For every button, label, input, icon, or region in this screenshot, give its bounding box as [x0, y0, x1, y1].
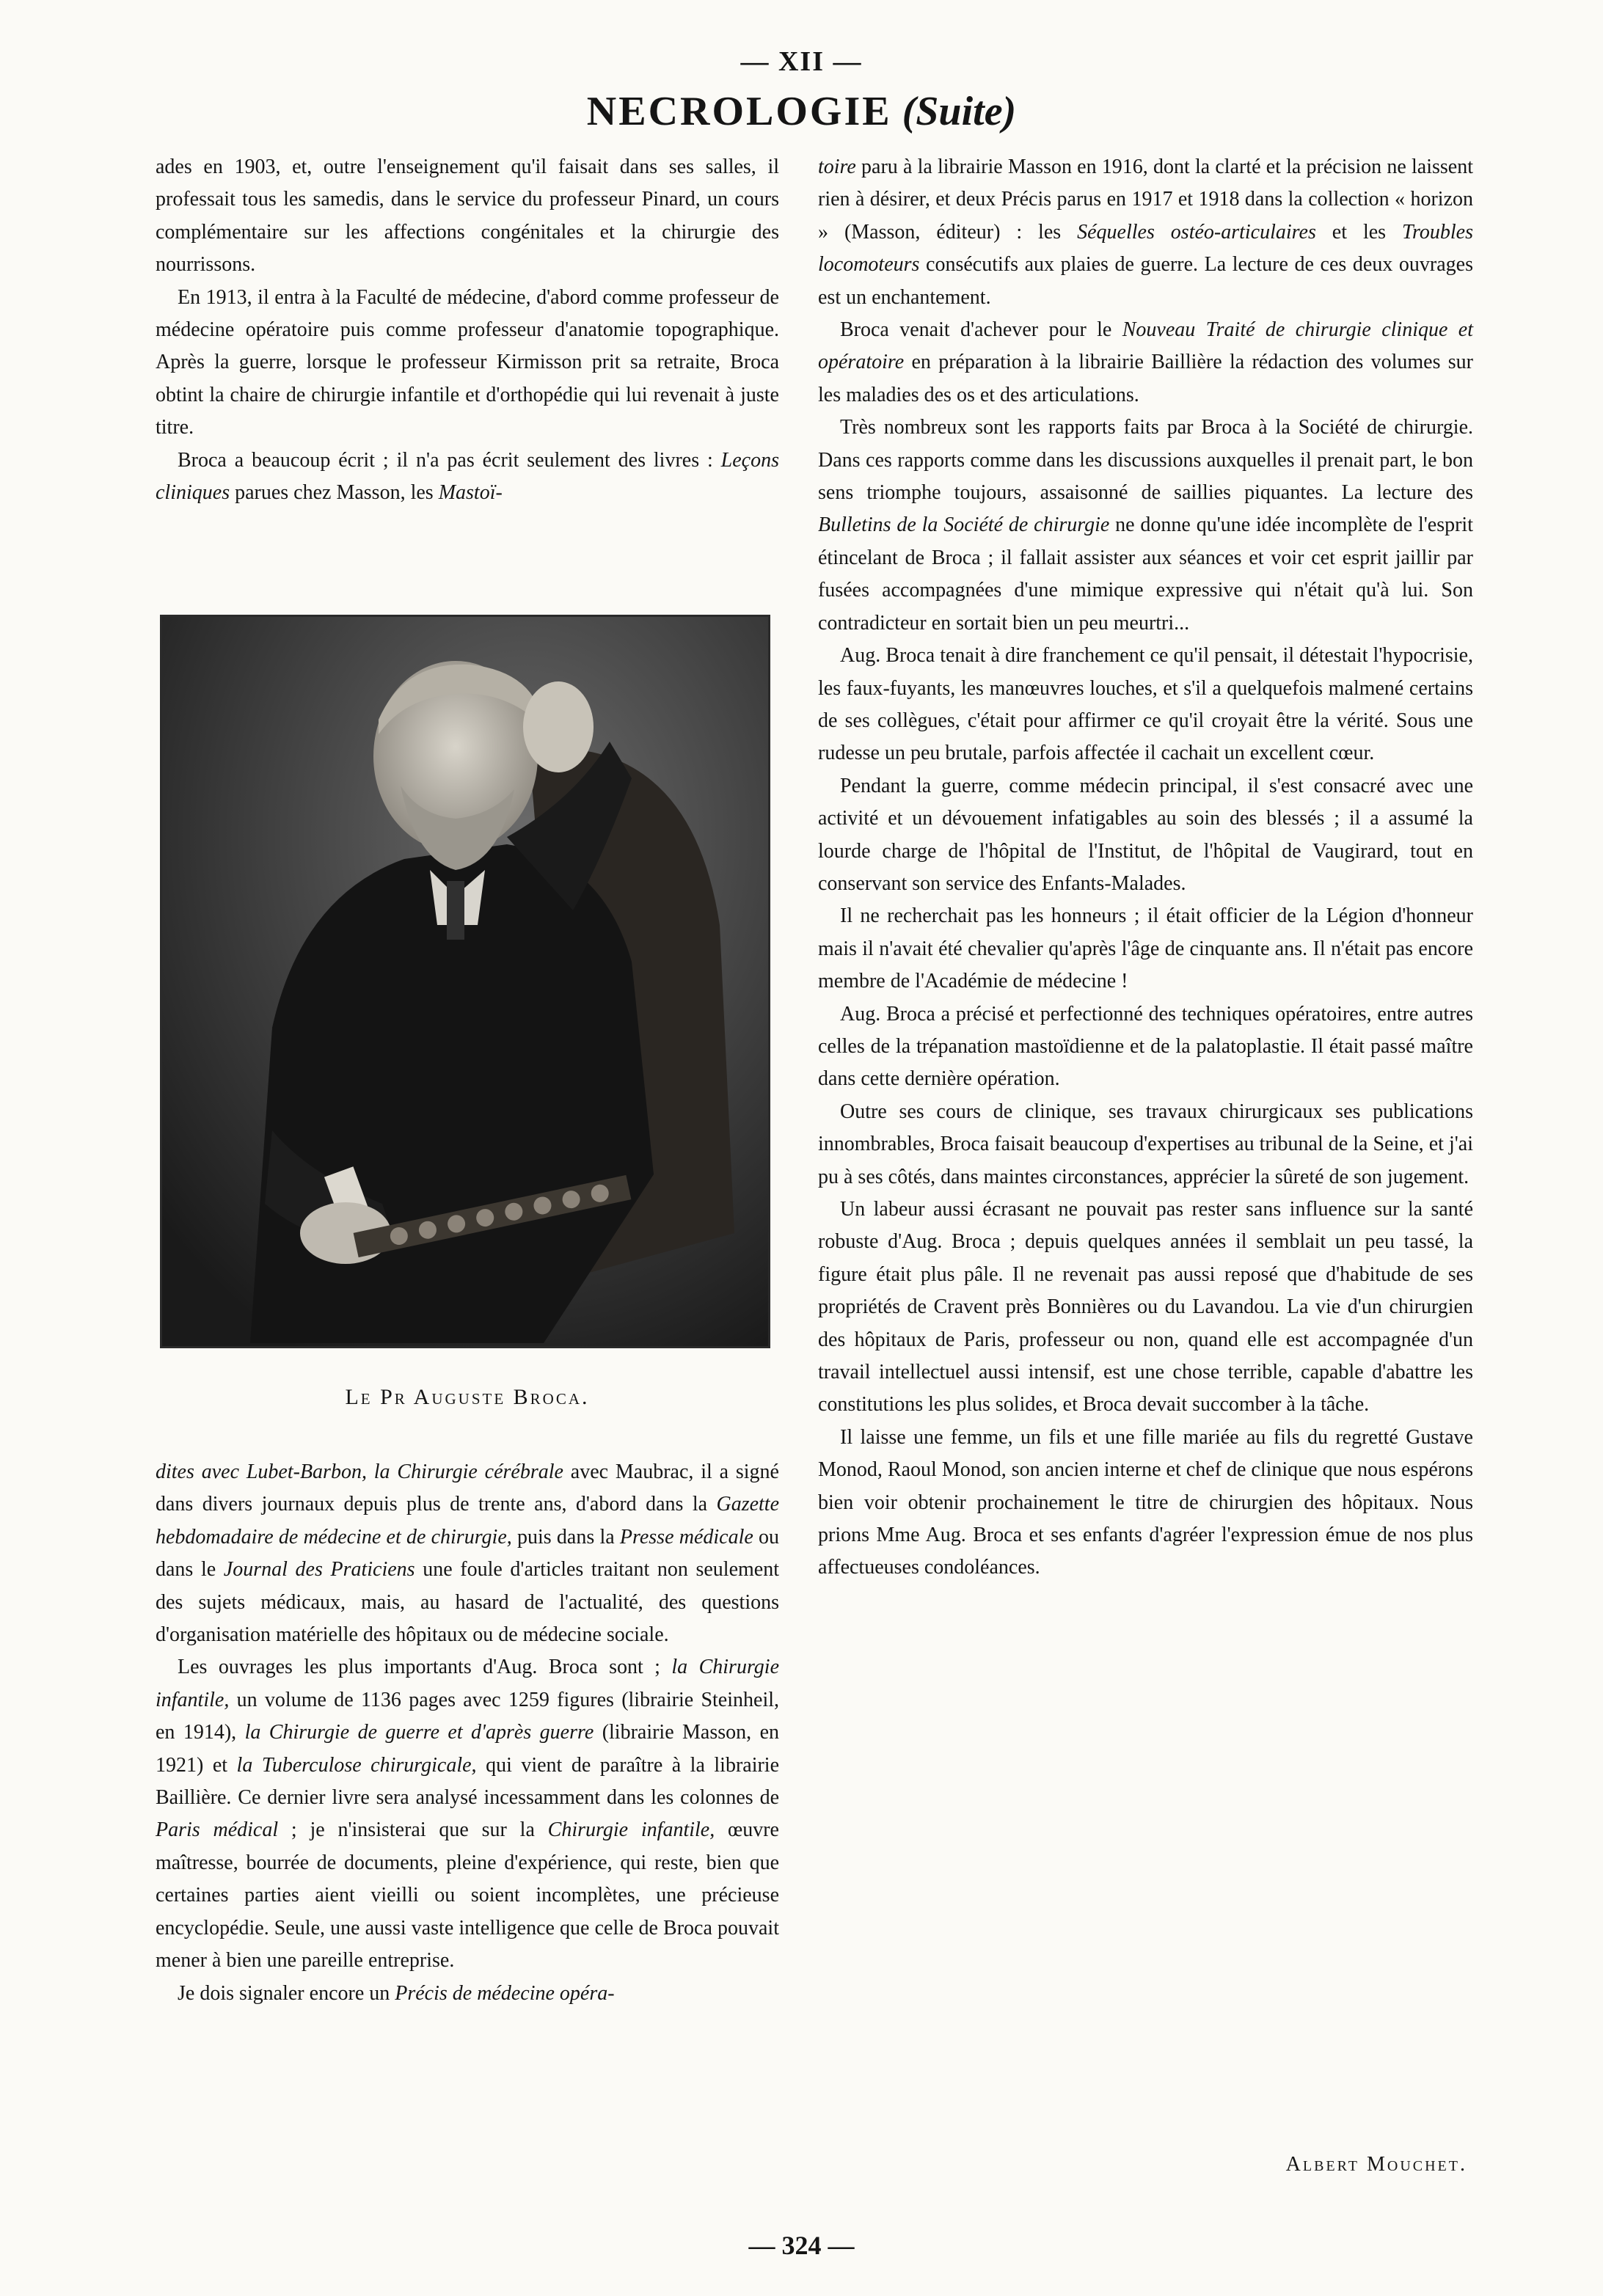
journal-title: Bulletins de la Société de chirurgie	[818, 513, 1110, 537]
text-run: consécutifs aux plaies de guerre. La lecture de ces deux ouvrages est un enchantement.	[818, 253, 1473, 309]
text-run: ou dans le	[156, 1525, 780, 1582]
book-title: la Chirurgie de guerre et d'après guerre	[244, 1721, 594, 1744]
book-title: la Tuberculose chirurgicale,	[236, 1753, 477, 1777]
page-number: — 324 —	[748, 2231, 855, 2260]
paragraph: Aug. Broca tenait à dire franchement ce qu'il pensait, il détestait l'hypocrisie, les faux-fuyants, les manœuvres louches, et s'il a quelquefois malmené certains de ses collègues, c'était pour affirmer ce qu'il croyait être la vérité. Sous une rudesse un peu brutale, parfois affectée il cachait un excellent cœur.	[818, 644, 1473, 765]
book-title: Précis de médecine opéra-	[395, 1981, 615, 2005]
text-run: dites avec Lubet-Barbon, la	[156, 1460, 398, 1483]
text-run: ; je n'insisterai que sur la	[278, 1818, 548, 1842]
page-title	[0, 89, 1603, 134]
paragraph	[156, 445, 779, 510]
text-run: une foule d'articles traitant non seulement des sujets médicaux, mais, au hasard de l'actualité, des questions d'organisation matérielle des hôpitaux ou de médecine sociale.	[156, 1558, 779, 1647]
paragraph: Il ne recherchait pas les honneurs ; il était officier de la Légion d'honneur mais il n'avait été chevalier qu'après l'âge de cinquante ans. Il n'était pas encore membre de l'Académie de médecine !	[818, 904, 1473, 993]
text-run: Broca a beaucoup écrit ; il n'a pas écrit seulement des livres :	[178, 448, 721, 472]
text-run: puis dans la	[511, 1525, 620, 1549]
paragraph	[818, 412, 1473, 640]
journal-title: Presse médicale	[619, 1525, 753, 1549]
book-title: Leçons cliniques	[156, 448, 779, 505]
paragraph: Outre ses cours de clinique, ses travaux chirurgicaux ses publications innombrables, Broca faisait beaucoup d'expertises au tribunal de la Seine, et j'ai pu à ses côtés, dans maintes circonstances, apprécier la sûreté de son jugement.	[818, 1100, 1473, 1188]
paragraph	[156, 1456, 779, 1651]
book-title: Troubles locomoteurs	[818, 220, 1473, 277]
text-run: (librairie Masson, en 1921) et	[156, 1721, 779, 1777]
right-column	[818, 151, 1473, 1584]
book-title: toire	[818, 156, 856, 178]
text-run: parues chez Masson, les	[230, 481, 439, 505]
text-run: Les ouvrages les plus importants d'Aug. Broca sont ;	[178, 1656, 672, 1679]
journal-title: Gazette hebdomadaire de médecine et de chirurgie,	[156, 1493, 779, 1549]
text-run: ne donne qu'une idée incomplète de l'esprit étincelant de Broca ; il fallait assister aux séances et voir cet esprit jaillir par fusées accompagnées d'une mimique expressive qui n'était qu'à lui. Son contradicteur en sortait bien un peu meurtri...	[818, 513, 1473, 635]
paragraph	[818, 314, 1473, 412]
section-title: NECROLOGIE	[586, 89, 892, 134]
text-run: Très nombreux sont les rapports faits par Broca à la Société de chirurgie. Dans ces rapports comme dans les discussions auxquelles il prenait part, le bon sens triomphe toujours, assaisonné de saillies piquantes. La lecture des	[818, 416, 1473, 505]
paragraph: Un labeur aussi écrasant ne pouvait pas rester sans influence sur la santé robuste d'Aug. Broca ; depuis quelques années il semblait un peu tassé, la figure était plus pâle. Il ne revenait pas aussi reposé que d'habitude de ses propriétés de Cravent près Bonnières ou du Lavandou. La vie d'un chirurgien des hôpitaux de Paris, professeur ou non, quand elle est accompagnée d'un travail intellectuel aussi intensif, est une chose terrible, capable d'abattre les constitutions les plus solides, et Broca devait succomber à la tâche.	[818, 1198, 1473, 1416]
text-run: et les	[1315, 220, 1402, 244]
photo-caption: Le Pr Auguste Broca.	[345, 1385, 590, 1409]
text-run: un volume de 1136 pages avec 1259 figures (librairie Steinheil, en 1914),	[156, 1688, 779, 1744]
text-run: Broca venait d'achever pour le	[840, 318, 1122, 342]
portrait-photo	[160, 615, 770, 1348]
book-title: la Chirurgie infantile,	[156, 1656, 780, 1711]
book-title: Chirurgie cérébrale	[397, 1460, 563, 1483]
text-run: paru à la librairie Masson en 1916, dont la clarté et la précision ne laissent rien à désirer, et deux Précis parus en 1917 et 1918 dans la collection « horizon » (Masson, éditeur) : les	[818, 156, 1473, 244]
section-title-suffix: (Suite)	[902, 89, 1017, 134]
book-title: Séquelles ostéo-articulaires	[1077, 220, 1316, 244]
paragraph	[156, 1651, 779, 1977]
book-title: Chirurgie infantile,	[547, 1818, 715, 1842]
text-run: avec Maubrac, il a signé dans divers journaux depuis plus de trente ans, d'abord dans la	[156, 1460, 779, 1516]
text-run: Je dois signaler encore un	[178, 1981, 395, 2005]
text-run: qui vient de paraître à la librairie Baillière. Ce dernier livre sera analysé incessamment dans les colonnes de	[156, 1753, 780, 1810]
journal-title: Journal des Praticiens	[223, 1558, 415, 1582]
paragraph: ades en 1903, et, outre l'enseignement qu'il faisait dans ses salles, il professait tous les samedis, dans le service du professeur Pinard, un cours complémentaire sur les affections congénitales et la chirurgie des nourrissons.	[156, 156, 779, 277]
left-column-top	[156, 151, 779, 509]
paragraph: Aug. Broca a précisé et perfectionné des techniques opératoires, entre autres celles de la trépanation mastoïdienne et de la palatoplastie. Il était passé maître dans cette dernière opération.	[818, 1002, 1473, 1091]
portrait-image	[162, 617, 768, 1346]
journal-title: Paris médical	[156, 1818, 279, 1842]
paragraph: Il laisse une femme, un fils et une fille mariée au fils du regretté Gustave Monod, Raoul Monod, son ancien interne et chef de clinique que nous espérons bien voir obtenir prochainement le titre de chirurgien des hôpitaux. Nous prions Mme Aug. Broca et ses enfants d'agréer l'expression émue de nos plus affectueuses condoléances.	[818, 1425, 1473, 1579]
book-title: Mastoï-	[438, 481, 503, 505]
text-run: en préparation à la librairie Baillière la rédaction des volumes sur les maladies des os et des articulations.	[818, 351, 1473, 406]
book-title: Nouveau Traité de chirurgie clinique et opératoire	[818, 318, 1473, 374]
paragraph: En 1913, il entra à la Faculté de médecine, d'abord comme professeur de médecine opératoire puis comme professeur d'anatomie topographique. Après la guerre, lorsque le professeur Kirmisson prit sa retraite, Broca obtint la chaire de chirurgie infantile et d'orthopédie qui lui revenait à juste titre.	[156, 285, 779, 439]
page-number-roman: — XII —	[740, 46, 863, 77]
paragraph	[818, 151, 1473, 314]
left-column-bottom	[156, 1456, 779, 2010]
text-run: œuvre maîtresse, bourrée de documents, pleine d'expérience, qui reste, bien que certaines parties aient vieilli ou soient incomplètes, une précieuse encyclopédie. Seule, une aussi vaste intelligence que celle de Broca pouvait mener à bien une pareille entreprise.	[156, 1818, 779, 1973]
author-signature: Albert Mouchet.	[1285, 2153, 1467, 2176]
paragraph: Pendant la guerre, comme médecin principal, il s'est consacré avec une activité et un dévouement infatigables au soin des blessés ; il a assumé la lourde charge de l'hôpital de l'Institut, de l'hôpital de Vaugirard, tout en conservant son service des Enfants-Malades.	[818, 774, 1473, 895]
paragraph	[156, 1978, 779, 2010]
